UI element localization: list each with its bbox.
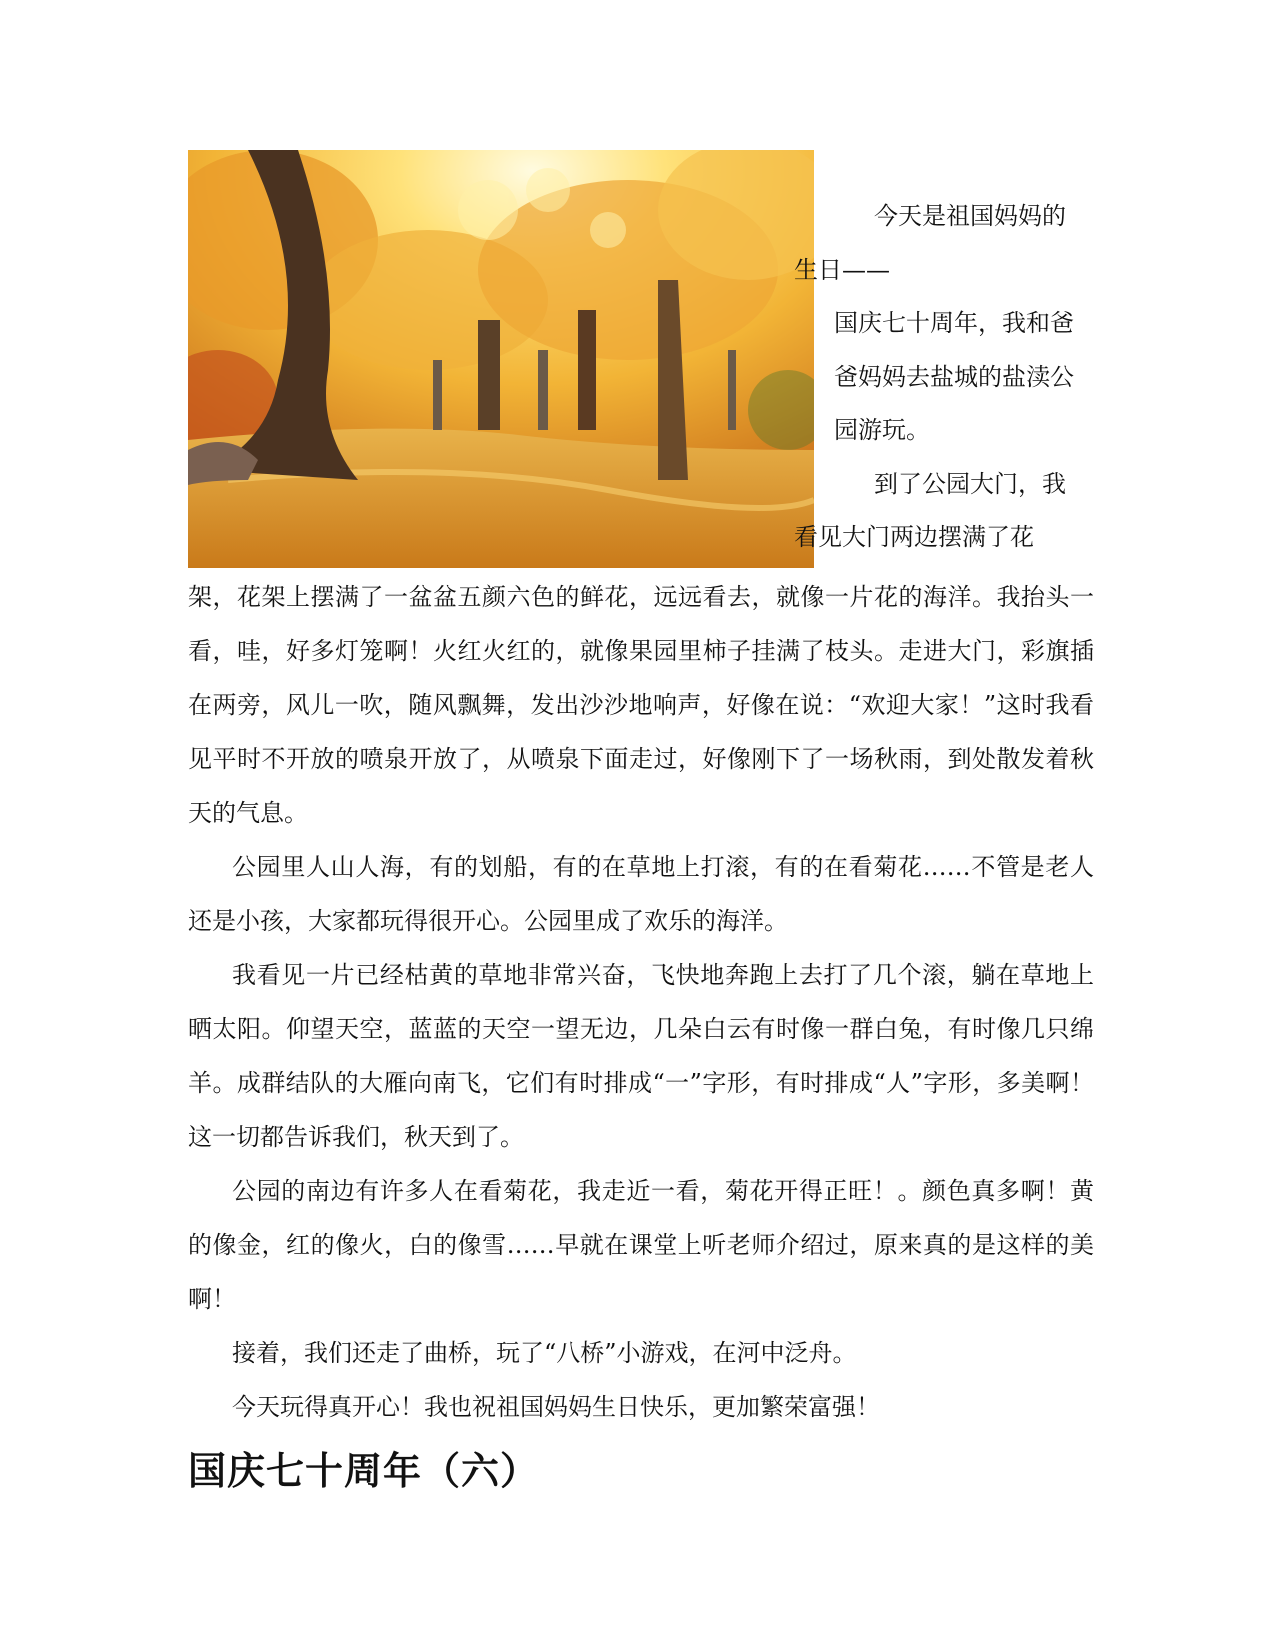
text-line: 园游玩。: [834, 416, 930, 444]
paragraph: 今天玩得真开心！我也祝祖国妈妈生日快乐，更加繁荣富强！: [232, 1393, 880, 1421]
wrap-paragraph-1: [794, 190, 1094, 297]
wrap-paragraph-2: [834, 297, 1094, 458]
paragraph: 接着，我们还走了曲桥，玩了“八桥”小游戏，在河中泛舟。: [232, 1339, 857, 1367]
paragraph: 公园的南边有许多人在看菊花，我走近一看，菊花开得正旺！。颜色真多啊！黄的像金，红的像火，白的像雪……早就在课堂上听老师介绍过，原来真的是这样的美啊！: [188, 1177, 1094, 1313]
paragraph-continuation: 架，花架上摆满了一盆盆五颜六色的鲜花，远远看去，就像一片花的海洋。我抬头一看，哇，好多灯笼啊！火红火红的，就像果园里柿子挂满了枝头。走进大门，彩旗插在两旁，风儿一吹，随风飘舞，发出沙沙地响声，好像在说：“欢迎大家！”这时我看见平时不开放的喷泉开放了，从喷泉下面走过，好像刚下了一场秋雨，到处散发着秋天的气息。: [188, 583, 1094, 827]
autumn-forest-illustration: [188, 150, 814, 568]
section-heading: 国庆七十周年（六）: [188, 1448, 540, 1493]
text-line: 爸妈妈去盐城的盐渎公: [834, 362, 1074, 391]
autumn-forest-image: [188, 150, 814, 568]
wrap-text-column: [794, 190, 1094, 565]
paragraph: 公园里人山人海，有的划船，有的在草地上打滚，有的在看菊花……不管是老人还是小孩，大家都玩得很开心。公园里成了欢乐的海洋。: [188, 853, 1094, 935]
text-line: 国庆七十周年，我和爸: [834, 309, 1074, 337]
paragraph: 我看见一片已经枯黄的草地非常兴奋，飞快地奔跑上去打了几个滚，躺在草地上晒太阳。仰望天空，蓝蓝的天空一望无边，几朵白云有时像一群白兔，有时像几只绵羊。成群结队的大雁向南飞，它们有时排成“一”字形，有时排成“人”字形，多美啊！这一切都告诉我们，秋天到了。: [188, 961, 1094, 1151]
text-line: 看见大门两边摆满了花: [794, 523, 1034, 551]
text-line: 生日——: [794, 255, 890, 284]
wrap-paragraph-3: [794, 458, 1094, 565]
text-line: 到了公园大门，我: [874, 469, 1066, 498]
text-line: 今天是祖国妈妈的: [874, 202, 1066, 230]
article-body: [188, 570, 1094, 1434]
